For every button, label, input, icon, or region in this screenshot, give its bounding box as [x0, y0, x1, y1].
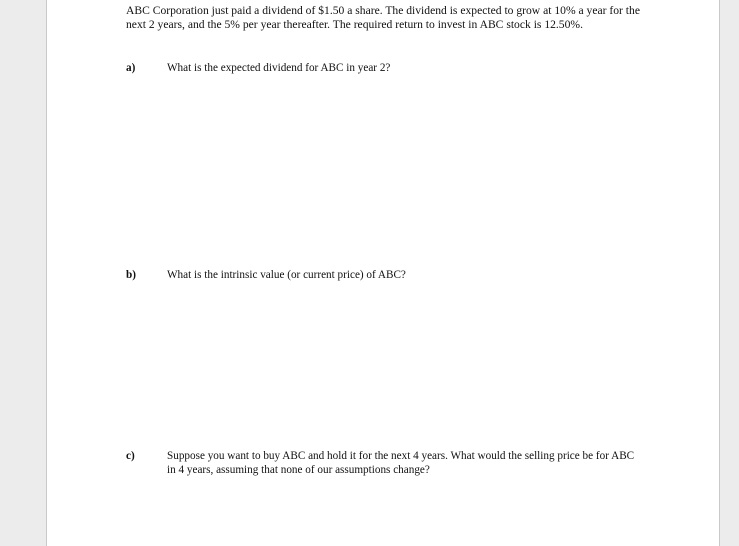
document-page: [46, 0, 720, 546]
question-b-label: b): [126, 269, 136, 281]
problem-intro: ABC Corporation just paid a dividend of $1.50 a share. The dividend is expected to grow at 10% a year for the next 2 years, and the 5% per year thereafter. The required return to invest in ABC stock is 12.50%.: [126, 4, 640, 31]
question-b-text: What is the intrinsic value (or current price) of ABC?: [167, 269, 406, 281]
question-c-text: Suppose you want to buy ABC and hold it for the next 4 years. What would the selling price be for ABC in 4 years, assuming that none of our assumptions change?: [167, 450, 635, 476]
question-c-label: c): [126, 450, 135, 462]
question-a-label: a): [126, 62, 136, 74]
question-a-text: What is the expected dividend for ABC in year 2?: [167, 62, 391, 74]
